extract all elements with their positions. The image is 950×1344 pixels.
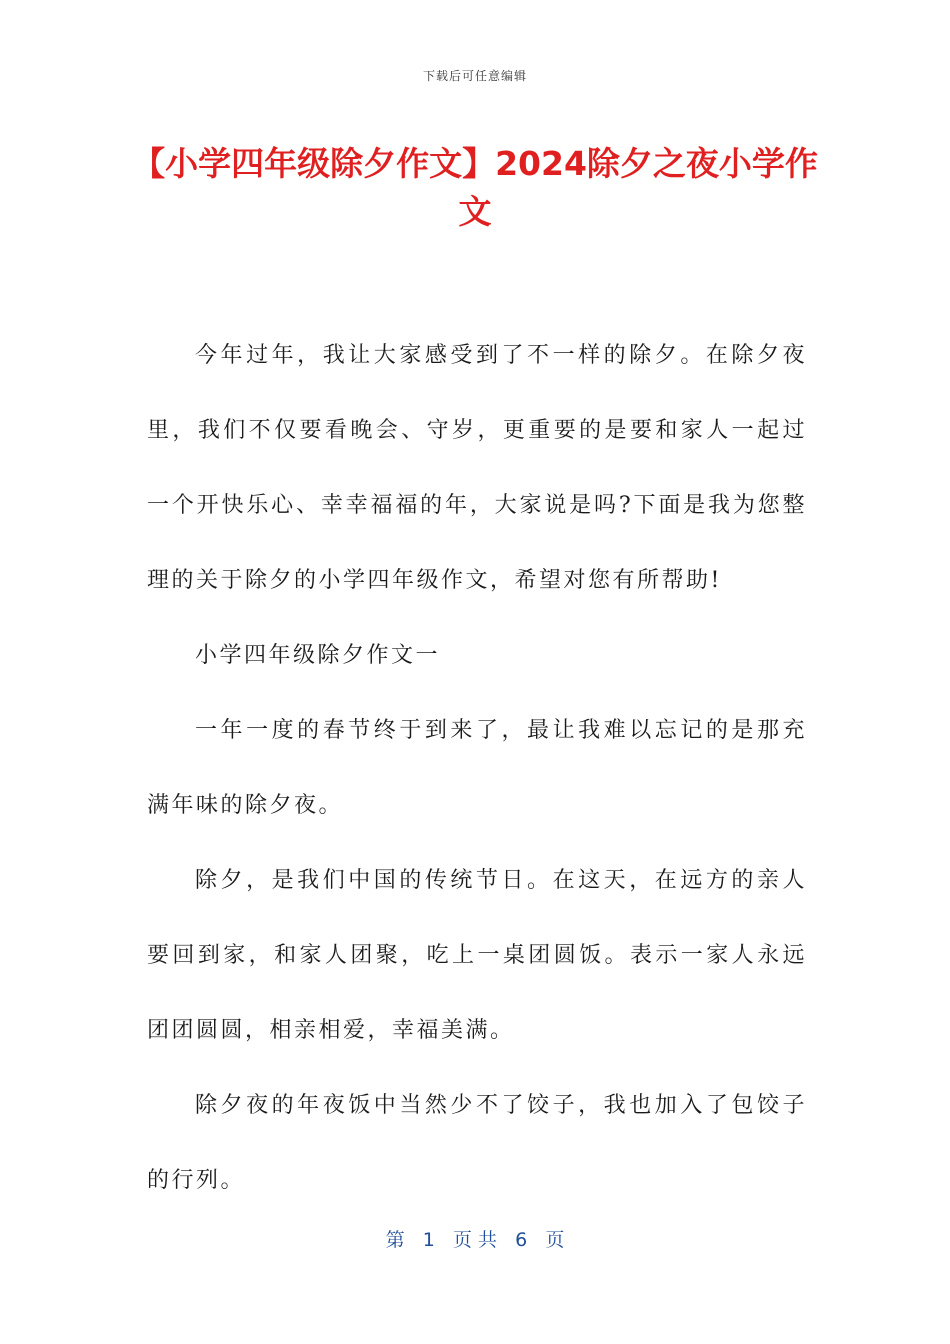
- paragraph: 一年一度的春节终于到来了，最让我难以忘记的是那充满年味的除夕夜。: [147, 718, 807, 818]
- footer-prefix: 第: [385, 1229, 405, 1251]
- paragraph: 除夕，是我们中国的传统节日。在这天，在远方的亲人要回到家，和家人团聚，吃上一桌团圆饭。表示一家人永远团团圆圆，相亲相爱，幸福美满。: [147, 868, 807, 1043]
- paragraph-intro: 今年过年，我让大家感受到了不一样的除夕。在除夕夜里，我们不仅要看晚会、守岁，更重要的是要和家人一起过一个开快乐心、幸幸福福的年，大家说是吗?下面是我为您整理的关于除夕的小学四年级作文，希望对您有所帮助!: [147, 343, 807, 593]
- header-note: 下载后可任意编辑: [422, 69, 527, 83]
- total-pages-number: 6: [515, 1229, 528, 1251]
- current-page-number: 1: [422, 1229, 435, 1251]
- footer-suffix: 页: [545, 1229, 565, 1251]
- document-body: [147, 318, 807, 1218]
- paragraph: 除夕夜的年夜饭中当然少不了饺子，我也加入了包饺子的行列。: [147, 1093, 807, 1193]
- page-footer: [0, 1225, 950, 1252]
- footer-middle: 页 共: [452, 1229, 498, 1251]
- section-heading: 小学四年级除夕作文一: [195, 643, 441, 668]
- document-title: 【小学四年级除夕作文】2024除夕之夜小学作文: [132, 144, 818, 231]
